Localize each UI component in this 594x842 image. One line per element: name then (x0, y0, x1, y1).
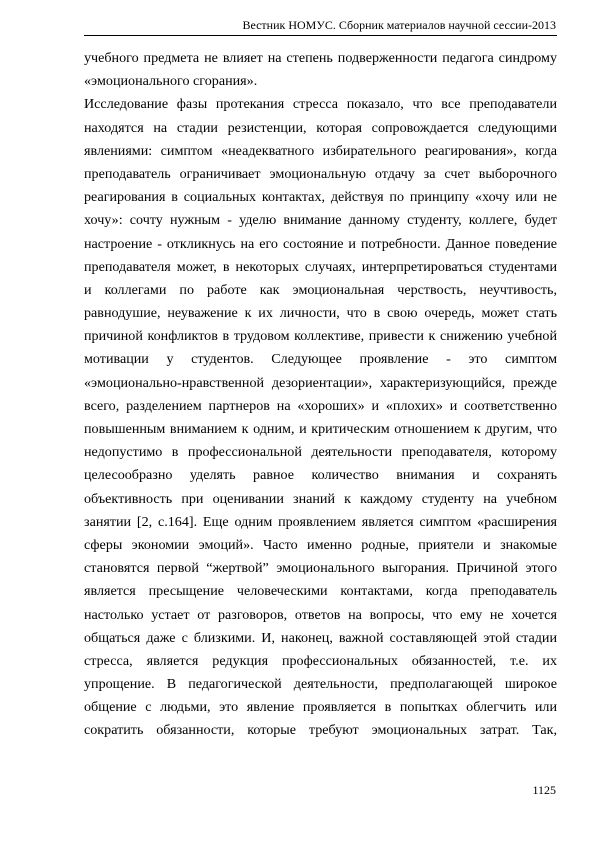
body-text (84, 47, 557, 743)
text-line: общаться даже с близкими. И, наконец, важной составляющей этой стадии (84, 629, 557, 646)
text-line: хочу»: сочту нужным - уделю внимание данному студенту, коллеге, будет (84, 212, 557, 229)
text-line: настолько устает от разговоров, ответов на вопросы, что ему не хочется (84, 606, 557, 623)
text-line: и коллегами по работе как эмоциональная черствость, неучтивость, (84, 281, 557, 298)
text-line: стресса, является редукция профессиональных обязанностей, т.е. их (84, 652, 557, 669)
text-line: всего, разделением партнеров на «хороших» и «плохих» и соответственно (84, 397, 557, 414)
header-divider (84, 35, 557, 36)
text-line: настроение - откликнусь на его состояние и потребности. Данное поведение (84, 235, 557, 252)
text-line: равнодушие, неуважение к их личности, что в свою очередь, может стать (84, 305, 557, 322)
text-line: мотивации у студентов. Следующее проявление - это симптом (84, 351, 557, 368)
text-line: упрощение. В педагогической деятельности, предполагающей широкое (84, 676, 557, 693)
running-header: Вестник НОМУС. Сборник материалов научной сессии-2013 (242, 18, 556, 32)
text-line: Исследование фазы протекания стресса показало, что все преподаватели (84, 96, 557, 113)
text-line: общение с людьми, это явление проявляется в попытках облегчить или (84, 699, 557, 716)
text-line: «эмоционально-нравственной дезориентации», характеризующийся, прежде (84, 374, 557, 391)
text-line: «эмоционального сгорания». (84, 73, 258, 90)
text-line: реагирования в социальных контактах, действуя по принципу «хочу или не (84, 189, 557, 206)
text-line: становятся первой “жертвой” эмоционального выгорания. Причиной этого (84, 560, 557, 577)
text-line: сферы экономии эмоций». Часто именно родные, приятели и знакомые (84, 536, 557, 553)
text-line: объективность при оценивании знаний к каждому студенту на учебном (84, 490, 557, 507)
text-line: повышенным вниманием к одним, и критическим отношением к другим, что (84, 421, 557, 437)
text-line: находятся на стадии резистенции, которая сопровождается следующими (84, 119, 557, 136)
text-line: целесообразно уделять равное количество внимания и сохранять (84, 467, 557, 484)
text-line: недопустимо в профессиональной деятельности преподавателя, которому (84, 444, 557, 461)
text-line: явлениями: симптом «неадекватного избирательного реагирования», когда (84, 142, 557, 159)
text-line: является пресыщение человеческими контактами, когда преподаватель (84, 583, 557, 600)
page-number: 1125 (532, 783, 556, 797)
text-line: причиной конфликтов в трудовом коллективе, привести к снижению учебной (84, 328, 557, 345)
text-line: сократить обязанности, которые требуют эмоциональных затрат. Так, (84, 722, 557, 739)
text-line: учебного предмета не влияет на степень подверженности педагога синдрому (84, 50, 557, 66)
text-line: занятии [2, с.164]. Еще одним проявлением является симптом «расширения (84, 513, 557, 530)
text-line: преподавателя может, в некоторых случаях, интерпретироваться студентами (84, 258, 557, 275)
text-line: преподаватель ограничивает эмоциональную отдачу за счет выборочного (84, 165, 557, 182)
